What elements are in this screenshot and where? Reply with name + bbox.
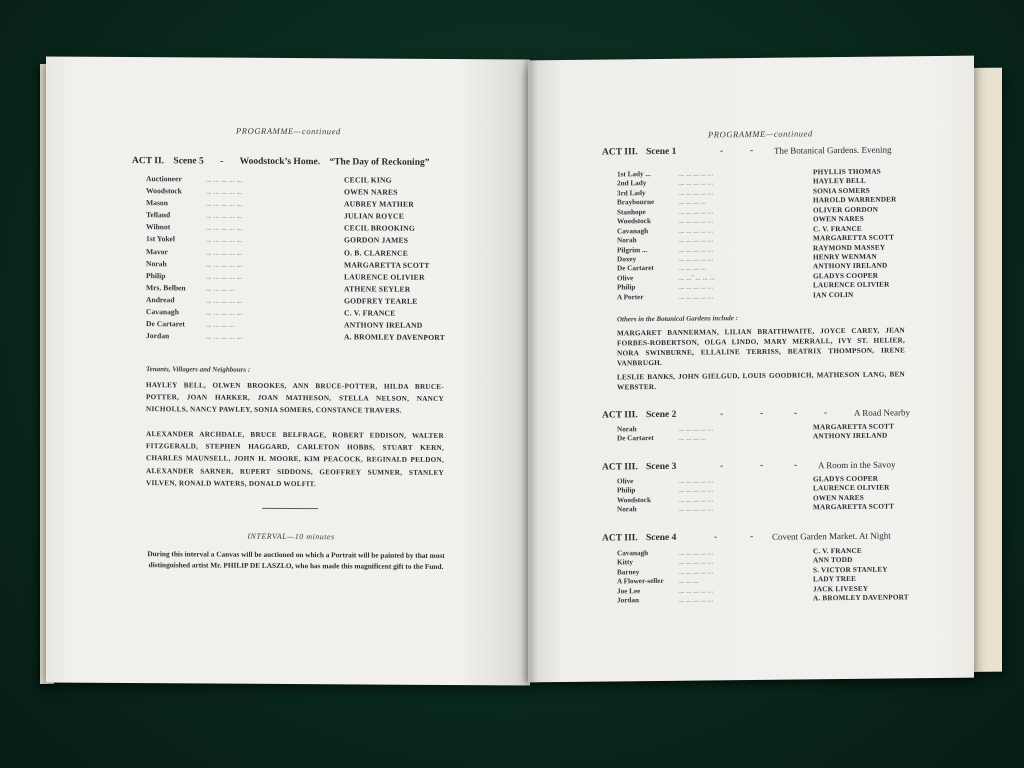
leader-dots: ... ... ... ... ... — [206, 247, 243, 257]
leader-dots: ... ... ... ... ... — [679, 567, 714, 576]
role-name: De Cartaret — [617, 434, 654, 443]
role-name: Cavanagh — [146, 307, 179, 317]
role-name: Barney — [617, 568, 640, 577]
role-name: Wilmot — [146, 222, 171, 232]
actor-name: AUBREY MATHER — [344, 199, 414, 209]
role-name: Philip — [617, 486, 636, 495]
book-spine — [522, 58, 538, 682]
actor-name: ANTHONY IRELAND — [813, 261, 888, 271]
actor-name: LAURENCE OLIVIER — [813, 280, 890, 290]
role-name: Philip — [617, 283, 636, 292]
actor-name: GORDON JAMES — [344, 235, 409, 246]
actor-name: C. V. FRANCE — [813, 224, 862, 233]
role-name: Stanhope — [617, 207, 646, 217]
role-name: Cavanagh — [617, 226, 649, 236]
scene1-setting: The Botanical Gardens. Evening — [774, 144, 892, 156]
ensemble-heading: Tenants, Villagers and Neighbours : — [146, 365, 251, 374]
role-name: 1st Yokel — [146, 234, 176, 244]
leader-dots: ... ... ... ... ... — [206, 271, 243, 281]
role-name: Kitty — [617, 558, 633, 567]
role-name: A Flower-seller — [617, 577, 664, 586]
role-name: Woodstock — [146, 186, 182, 196]
leader-dots: ... ... ... ... ... — [679, 557, 714, 567]
leader-dots: ... ... ... ... ... — [206, 307, 243, 317]
actor-name: LADY TREE — [813, 575, 857, 584]
actor-name: A. BROMLEY DAVENPORT — [813, 593, 909, 603]
scene2-cast-list — [617, 422, 957, 444]
leader-dots: ... ... ... ... ... — [206, 234, 243, 245]
actor-name: ANTHONY IRELAND — [813, 432, 888, 441]
left-page — [46, 57, 530, 686]
scene2-dash-1: - — [720, 409, 724, 420]
section-divider — [262, 508, 318, 509]
actor-name: OLIVER GORDON — [813, 205, 879, 215]
role-name: Joe Lee — [617, 586, 641, 596]
ensemble-paragraph-men: ALEXANDER ARCHDALE, BRUCE BELFRAGE, ROBERT EDDISON, WALTER FITZGERALD, STEPHEN HAGGARD, CARLETON HOBBS, STUART KERN, CHARLES MAUNSELL, JOHN H. MOORE, KIM PEACOCK, REGINALD PELDON, ALEXANDER SARNER, RUPERT SIDDONS, GEOFFREY SUMNER, STANLEY VILVEN, RONALD WATERS, DONALD WOLFIT. — [146, 430, 444, 488]
leader-dots: ... ... ... — [679, 576, 699, 586]
actor-name: JULIAN ROYCE — [344, 211, 404, 221]
leader-dots: ... ... ... ... ... — [679, 495, 714, 504]
actor-name: GLADYS COOPER — [813, 474, 879, 484]
role-name: Jordan — [146, 331, 170, 341]
role-name: Mason — [146, 198, 168, 208]
leader-dots: ... ... ... ... ... — [206, 210, 243, 221]
actor-name: IAN COLIN — [813, 290, 854, 300]
leader-dots: ... ... ... ... ... — [206, 331, 243, 341]
scene2-dash-4: - — [824, 408, 828, 419]
leader-dots: ... ... ... ... ... — [679, 292, 714, 301]
scene3-dash-3: - — [794, 460, 798, 471]
actor-name: ANN TODD — [813, 556, 853, 565]
scene1-scene-label: Scene 1 — [646, 146, 677, 158]
scene4-scene-label: Scene 4 — [646, 532, 677, 544]
scene1-cast-list — [617, 167, 957, 303]
scene4-dash-2: - — [750, 531, 754, 543]
right-page — [528, 56, 974, 683]
actor-name: S. VICTOR STANLEY — [813, 565, 888, 575]
leader-dots: ... ... ... ... ... — [679, 595, 714, 604]
role-name: Andread — [146, 295, 175, 305]
leader-dots: ... ... ... ... ... — [679, 188, 714, 197]
role-name: Norah — [617, 236, 637, 245]
scene-title: “The Day of Reckoning” — [329, 157, 430, 168]
scene4-heading — [602, 530, 952, 548]
actor-name: HAYLEY BELL — [813, 177, 866, 186]
leader-dots: ... ... ... ... ... — [679, 226, 714, 235]
interval-heading: INTERVAL—10 minutes — [247, 531, 335, 542]
leader-dots: ... ... ... ... ... — [679, 235, 714, 244]
scene3-act-label: ACT III. — [602, 462, 638, 473]
programme-header: PROGRAMME—continued — [236, 125, 341, 137]
actor-name: OWEN NARES — [813, 493, 864, 503]
actor-name: MARGARETTA SCOTT — [344, 259, 430, 270]
scene1-heading — [602, 144, 942, 162]
leader-dots: ... ... ... ... ... — [206, 295, 243, 305]
actor-name: O. B. CLARENCE — [344, 247, 408, 258]
scene-setting: Woodstock’s Home. — [239, 156, 321, 168]
leader-dots: ... ... ... ... — [679, 263, 706, 273]
others-heading: Others in the Botanical Gardens include : — [617, 314, 738, 324]
role-name: Doxey — [617, 255, 637, 264]
role-name: Jordan — [617, 596, 639, 605]
leader-dots: ... ... ... ... ... — [206, 222, 243, 233]
scene2-setting: A Road Nearby — [854, 407, 910, 418]
role-name: Mavor — [146, 246, 168, 256]
scene3-scene-label: Scene 3 — [646, 461, 677, 473]
role-name: De Cartaret — [146, 319, 185, 329]
scene1-dash-1: - — [720, 146, 724, 157]
role-name: Olive — [617, 477, 634, 486]
leader-dots: ... ... ... ... ... — [679, 424, 714, 433]
leader-dots: ... ... ... ... ... — [679, 254, 714, 263]
role-name: Philip — [146, 270, 166, 281]
scene2-dash-3: - — [794, 408, 798, 419]
role-name: Auctioneer — [146, 174, 182, 184]
role-name: Telland — [146, 210, 171, 220]
actor-name: ATHENE SEYLER — [344, 284, 411, 294]
role-name: A Porter — [617, 292, 644, 302]
role-name: Woodstock — [617, 495, 651, 505]
leader-dots: ... ... ... ... — [679, 197, 706, 207]
role-name: Woodstock — [617, 217, 651, 226]
leader-dots: ... ... ... ... ... — [679, 476, 714, 485]
others-paragraph-men: LESLIE BANKS, JOHN GIELGUD, LOUIS GOODRICH, MATHESON LANG, BEN WEBSTER. — [617, 370, 905, 392]
leader-dots: ... ... ... ... ... — [679, 504, 714, 514]
leader-dots: ... ... ... ... ... — [679, 485, 714, 495]
heading-dash: - — [220, 156, 224, 167]
scene4-act-label: ACT III. — [602, 533, 638, 544]
scene3-dash-2: - — [760, 460, 764, 471]
leader-dots: ... ... ... ... — [679, 433, 706, 443]
scene2-act-label: ACT III. — [602, 410, 638, 421]
leader-dots: ... ... ... ... ... — [679, 244, 714, 254]
role-name: Norah — [617, 425, 637, 434]
role-name: 1st Lady ... — [617, 170, 651, 179]
leader-dots: ... ... ... ... — [206, 319, 235, 329]
leader-dots: ... ... ... ... ... — [679, 548, 714, 557]
actor-name: C. V. FRANCE — [344, 308, 396, 318]
role-name: 2nd Lady — [617, 179, 647, 188]
actor-name: RAYMOND MASSEY — [813, 243, 886, 252]
cast-row — [146, 330, 476, 344]
actor-name: JACK LIVESEY — [813, 584, 869, 594]
act-label: ACT II. — [132, 156, 165, 167]
leader-dots: ... ... ... ... ... — [206, 198, 243, 208]
scene4-dash-1: - — [714, 532, 718, 543]
role-name: Mrs. Belben — [146, 282, 186, 293]
programme-header: PROGRAMME—continued — [708, 128, 813, 140]
scene-label: Scene 5 — [173, 156, 204, 167]
leader-dots: ... ... ... ... ... — [206, 186, 243, 196]
scene4-setting: Covent Garden Market. At Night — [772, 530, 891, 542]
scene3-setting: A Room in the Savoy — [818, 459, 896, 471]
actor-name: CECIL KING — [344, 175, 392, 185]
leader-dots: ... ...’ ... ... ... — [679, 273, 715, 282]
role-name: Norah — [146, 258, 167, 268]
actor-name: GODFREY TEARLE — [344, 296, 418, 306]
scene4-cast-list — [617, 546, 957, 606]
ensemble-paragraph-women: HAYLEY BELL, OLWEN BROOKES, ANN BRUCE-POTTER, HILDA BRUCE-POTTER, JOAN HARKER, JOAN MATHESON, STELLA NELSON, NANCY NICHOLLS, NANCY PAWLEY, SONIA SOMERS, CONSTANCE TRAVERS. — [146, 381, 444, 416]
actor-name: HENRY WENMAN — [813, 252, 877, 262]
actor-name: LAURENCE OLIVIER — [344, 272, 425, 282]
cast-list — [146, 173, 476, 344]
scene1-dash-2: - — [750, 145, 754, 157]
act-heading — [132, 156, 429, 168]
leader-dots: ... ... ... ... ... — [679, 207, 714, 216]
role-name: Pilgrim ... — [617, 245, 648, 254]
actor-name: ANTHONY IRELAND — [344, 320, 423, 330]
leader-dots: ... ... ... ... ... — [206, 174, 243, 184]
interval-notice: During this interval a Canvas will be auctioned on which a Portrait will be painted by that most distinguished artist Mr. PHILIP DE LASZLO, who has made this magnificent gift to the Fund. — [147, 549, 445, 572]
leader-dots: ... ... ... ... ... — [679, 169, 714, 178]
actor-name: SONIA SOMERS — [813, 186, 870, 196]
role-name: Olive — [617, 274, 634, 283]
role-name: Norah — [617, 505, 637, 514]
actor-name: GLADYS COOPER — [813, 271, 879, 281]
scene2-scene-label: Scene 2 — [646, 409, 677, 421]
actor-name: MARGARETTA SCOTT — [813, 422, 895, 432]
role-name: De Cartaret — [617, 264, 654, 273]
leader-dots: ... ... ... ... ... — [679, 216, 714, 225]
leader-dots: ... ... ... ... ... — [679, 282, 714, 292]
leader-dots: ... ... ... ... ... — [679, 586, 714, 595]
actor-name: MARGARETTA SCOTT — [813, 502, 895, 512]
role-name: 3rd Lady — [617, 188, 646, 198]
actor-name: HAROLD WARRENDER — [813, 195, 897, 205]
actor-name: OWEN NARES — [813, 215, 864, 224]
actor-name: PHYLLIS THOMAS — [813, 167, 881, 177]
actor-name: MARGARETTA SCOTT — [813, 233, 895, 243]
actor-name: CECIL BROOKING — [344, 223, 415, 234]
scene1-act-label: ACT III. — [602, 147, 638, 158]
scene2-dash-2: - — [760, 408, 764, 419]
actor-name: A. BROMLEY DAVENPORT — [344, 332, 445, 343]
scene3-dash-1: - — [720, 461, 724, 472]
role-name: Cavanagh — [617, 549, 649, 558]
actor-name: LAURENCE OLIVIER — [813, 483, 890, 493]
leader-dots: ... ... ... ... ... — [679, 178, 714, 188]
leader-dots: ... ... ... ... ... — [206, 259, 243, 269]
others-paragraph-women: MARGARET BANNERMAN, LILIAN BRAITHWAITE, JOYCE CAREY, JEAN FORBES-ROBERTSON, OLGA LINDO, MARY MERRALL, IVY ST. HELIER, NORA SWINBURNE, ELLALINE TERRISS, BEATRIX THOMPSON, IRENE VANBRUGH. — [617, 326, 905, 368]
actor-name: C. V. FRANCE — [813, 546, 862, 556]
scene3-cast-list — [617, 474, 957, 515]
role-name: Braybourne — [617, 198, 655, 207]
leader-dots: ... ... ... ... — [206, 283, 235, 293]
actor-name: OWEN NARES — [344, 187, 398, 197]
